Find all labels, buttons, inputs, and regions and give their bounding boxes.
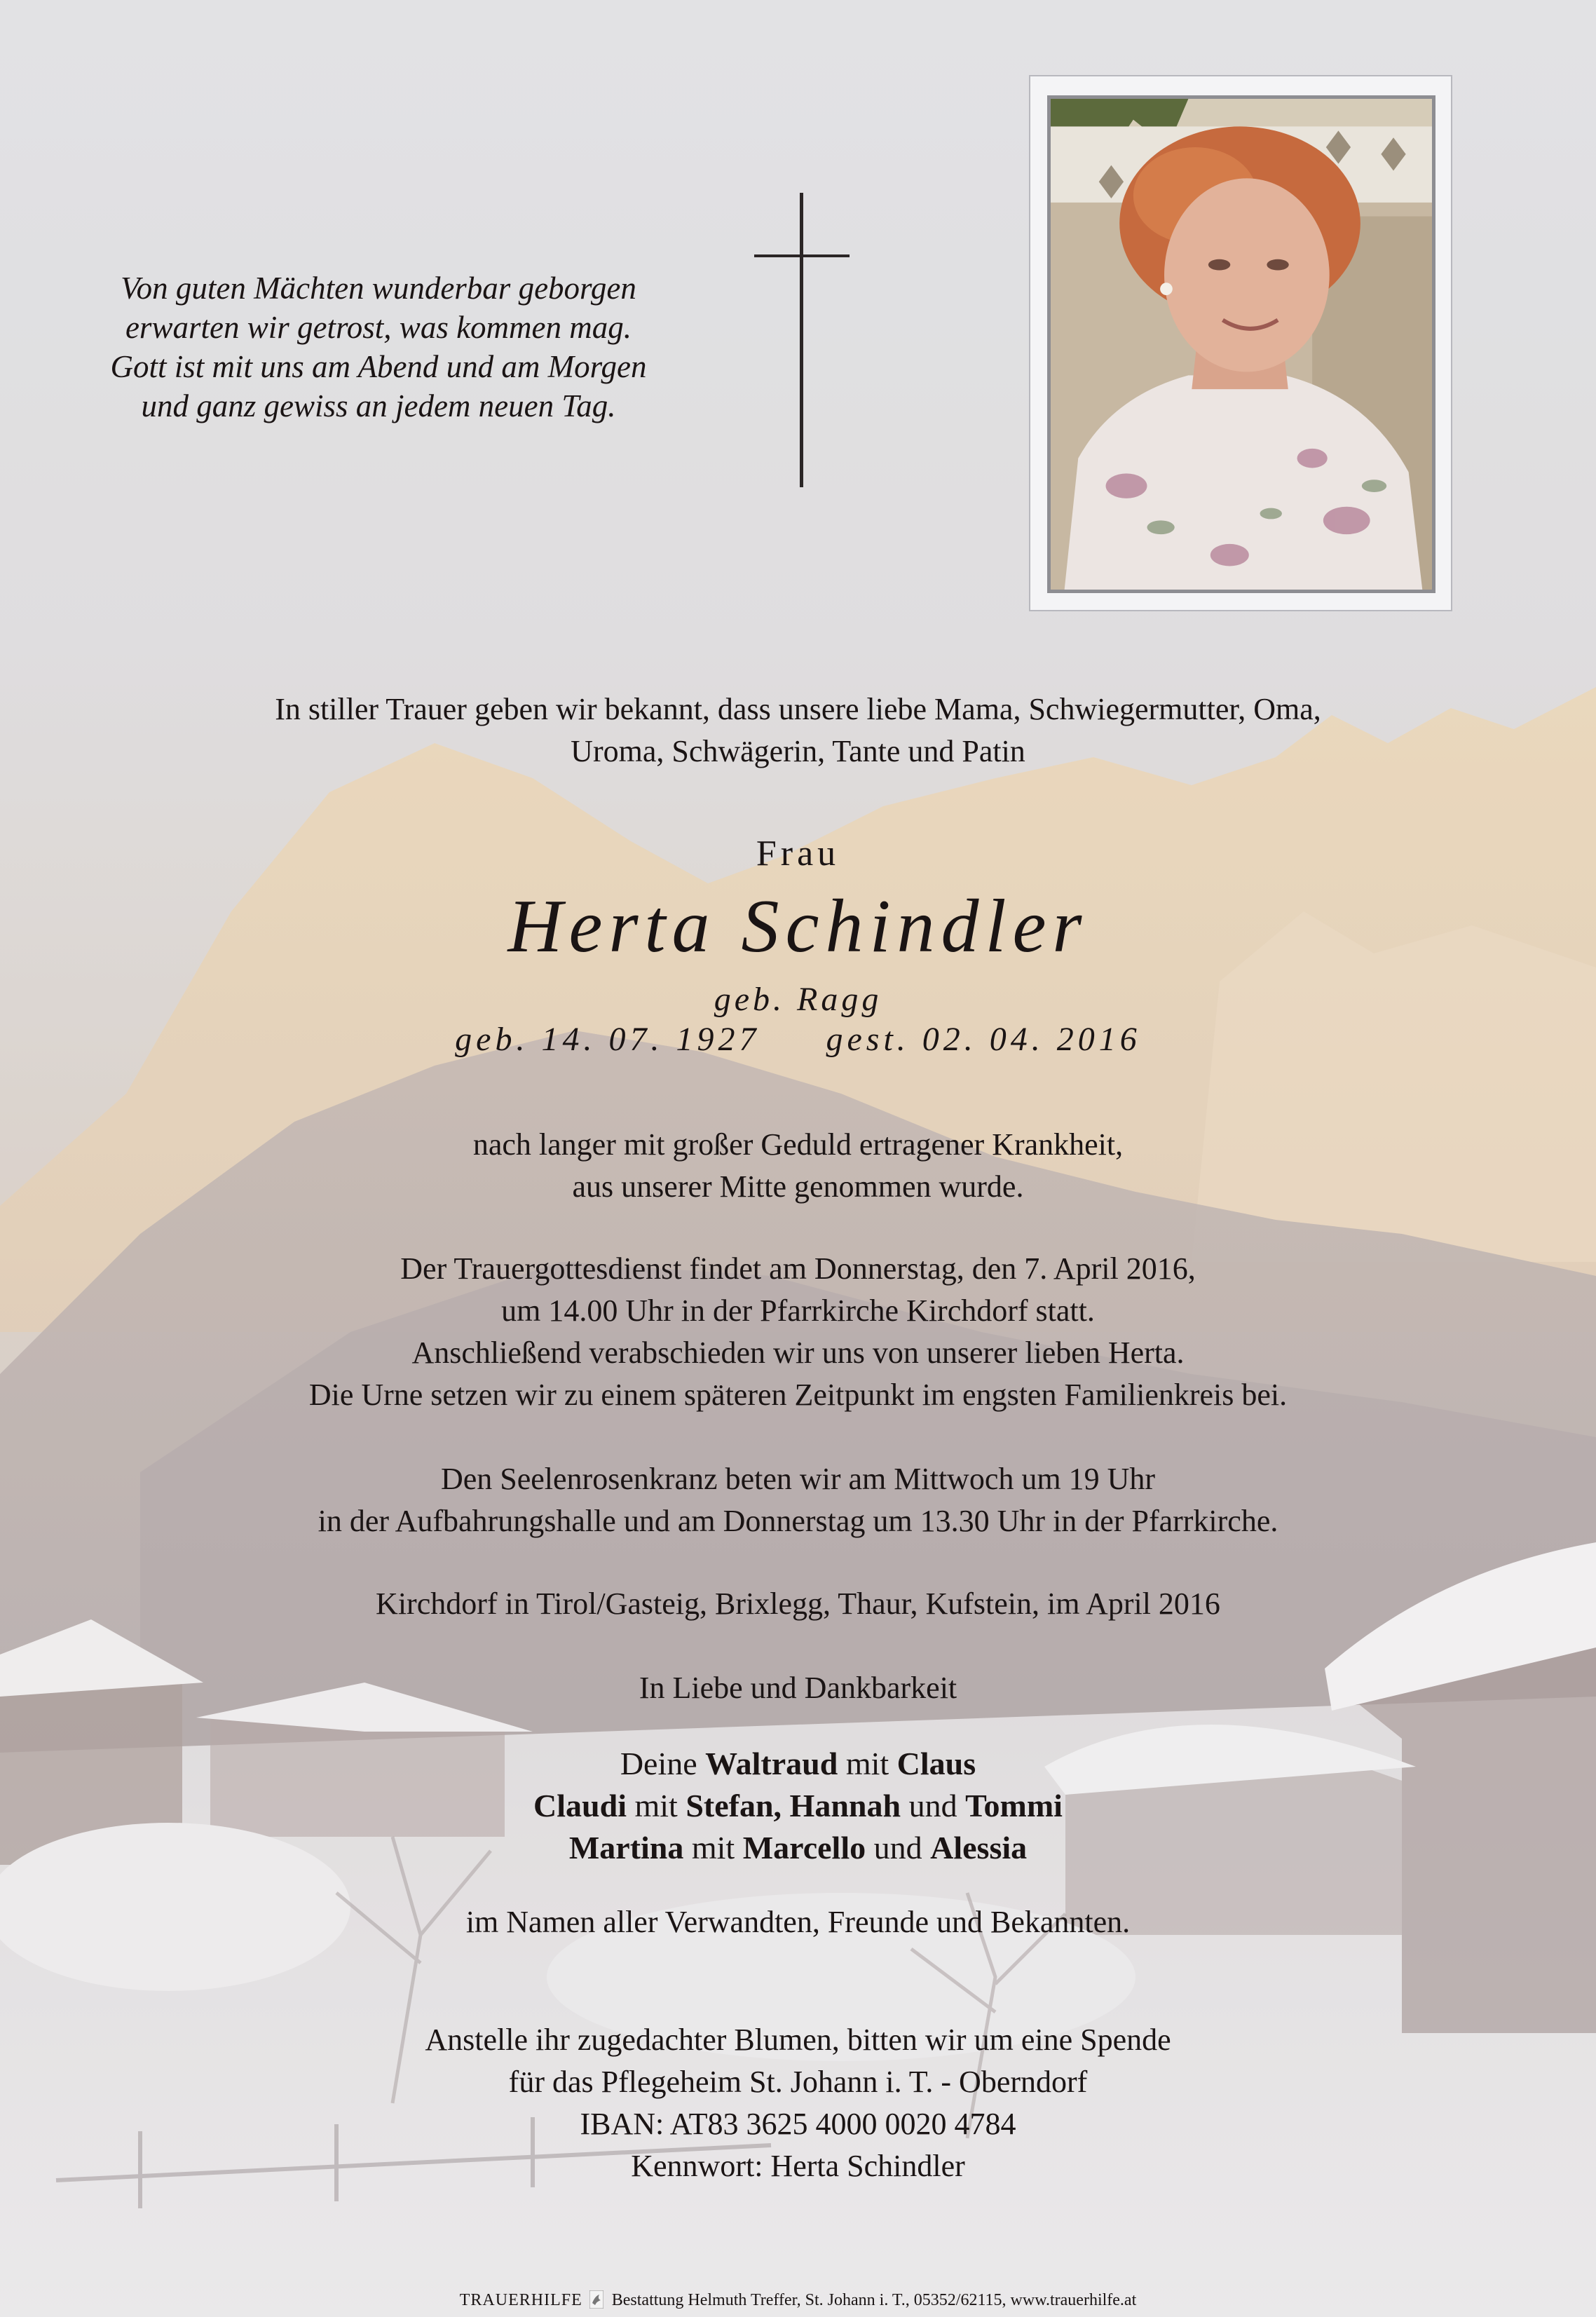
rosary-line: in der Aufbahrungshalle und am Donnerstag um 13.30 Uhr in der Pfarrkirche.: [318, 1504, 1278, 1538]
passing-line: aus unserer Mitte genommen wurde.: [572, 1169, 1024, 1204]
rosary-info: [0, 1458, 1596, 1542]
birth-date: geb. 14. 07. 1927: [455, 1021, 761, 1058]
deceased-maiden-name: geb. Ragg: [714, 981, 882, 1018]
service-line: Anschließend verabschieden wir uns von unserer lieben Herta.: [411, 1336, 1185, 1370]
family-line: Claudi mit Stefan, Hannah und Tommi: [533, 1788, 1063, 1823]
donation-line: für das Pflegeheim St. Johann i. T. - Oberndorf: [508, 2065, 1088, 2099]
portrait-image: [1051, 99, 1432, 590]
death-date: gest. 02. 04. 2016: [826, 1021, 1141, 1058]
family-line: Deine Waltraud mit Claus: [620, 1746, 976, 1781]
relatives-note: im Namen aller Verwandten, Freunde und Bekannten.: [465, 1905, 1131, 1939]
announcement-line: Uroma, Schwägerin, Tante und Patin: [571, 734, 1025, 768]
portrait-photo: [1047, 95, 1435, 593]
footer-brand: TRAUERHILFE: [459, 2291, 582, 2309]
portrait-frame: [1029, 75, 1452, 611]
announcement: [0, 688, 1596, 773]
footer-text: Bestattung Helmuth Treffer, St. Johann i. T., 05352/62115, www.trauerhilfe.at: [611, 2291, 1137, 2309]
service-line: Der Trauergottesdienst findet am Donnerstag, den 7. April 2016,: [400, 1251, 1196, 1286]
verse-line: erwarten wir getrost, was kommen mag.: [125, 310, 632, 345]
rosary-line: Den Seelenrosenkranz beten wir am Mittwoch um 19 Uhr: [440, 1462, 1156, 1496]
verse-line: Gott ist mit uns am Abend und am Morgen: [110, 349, 647, 384]
funeral-service: [0, 1248, 1596, 1416]
announcement-line: In stiller Trauer geben wir bekannt, dass unsere liebe Mama, Schwiegermutter, Oma,: [275, 692, 1321, 726]
closing-phrase: In Liebe und Dankbarkeit: [639, 1671, 957, 1705]
passing-text: [0, 1124, 1596, 1208]
verse-line: und ganz gewiss an jedem neuen Tag.: [141, 388, 616, 423]
deceased-title: Frau: [756, 834, 840, 874]
life-dates: [0, 1020, 1596, 1059]
cross-icon: [754, 193, 850, 487]
donation-line: IBAN: AT83 3625 4000 0020 4784: [580, 2107, 1016, 2141]
family-line: Martina mit Marcello und Alessia: [568, 1830, 1028, 1866]
dove-logo-icon: [589, 2290, 603, 2309]
footer: [0, 2290, 1596, 2310]
deceased-name: Herta Schindler: [507, 885, 1089, 968]
donation-line: Anstelle ihr zugedachter Blumen, bitten wir um eine Spende: [425, 2023, 1171, 2057]
donation-line: Kennwort: Herta Schindler: [631, 2149, 965, 2183]
passing-line: nach langer mit großer Geduld ertragener Krankheit,: [472, 1127, 1124, 1162]
service-line: um 14.00 Uhr in der Pfarrkirche Kirchdorf statt.: [501, 1293, 1095, 1328]
verse-quote: [42, 269, 715, 426]
place-and-date: Kirchdorf in Tirol/Gasteig, Brixlegg, Thaur, Kufstein, im April 2016: [376, 1586, 1220, 1621]
verse-line: Von guten Mächten wunderbar geborgen: [121, 271, 636, 306]
family-list: [0, 1743, 1596, 1869]
donation-request: [0, 2019, 1596, 2187]
service-line: Die Urne setzen wir zu einem späteren Zeitpunkt im engsten Familienkreis bei.: [308, 1378, 1288, 1412]
